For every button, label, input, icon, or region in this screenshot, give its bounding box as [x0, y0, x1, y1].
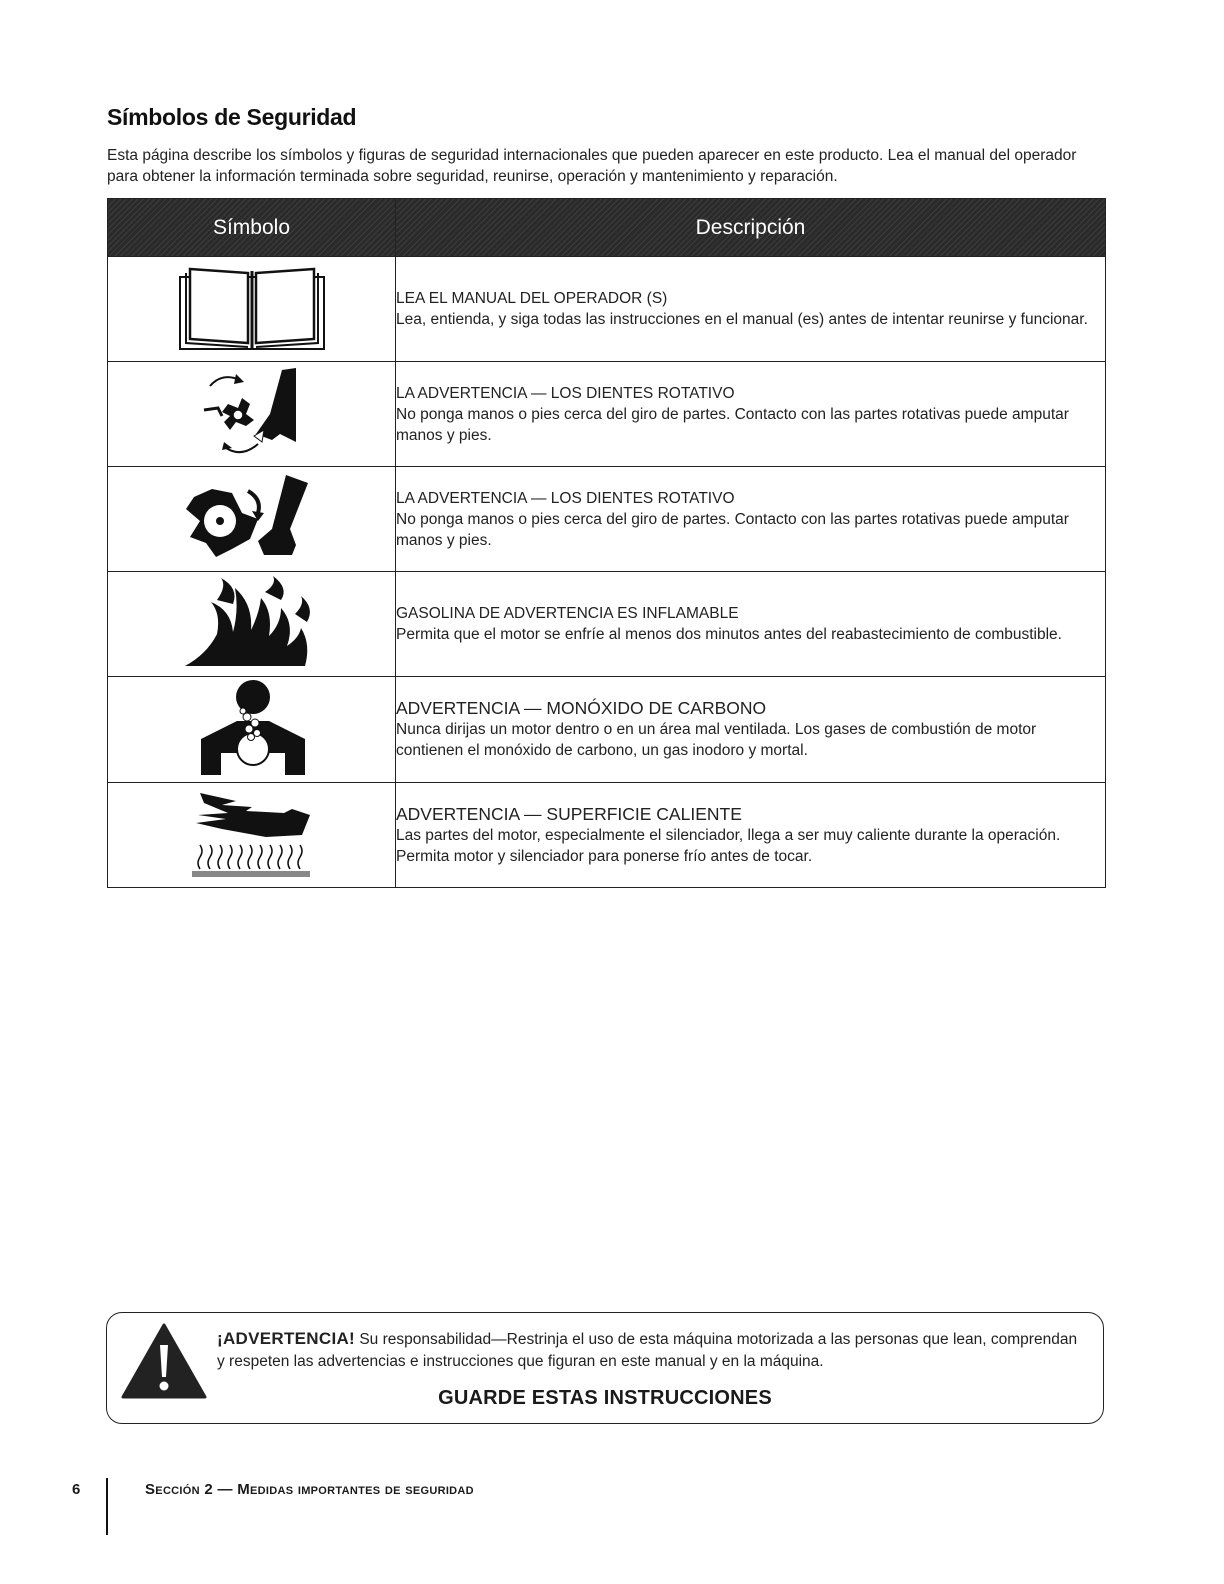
row-body: Lea, entienda, y siga todas las instrucciones en el manual (es) antes de intentar reunirse y funcionar. — [396, 311, 1088, 328]
description-cell — [396, 362, 1106, 467]
symbol-cell — [108, 257, 396, 362]
row-title: ADVERTENCIA — MONÓXIDO DE CARBONO — [396, 698, 767, 718]
row-body: Permita que el motor se enfríe al menos dos minutos antes del reabastecimiento de combustible. — [396, 626, 1062, 643]
row-title: LA ADVERTENCIA — LOS DIENTES ROTATIVO — [396, 489, 735, 507]
table-row — [108, 362, 1106, 467]
row-body: Las partes del motor, especialmente el silenciador, llega a ser muy caliente durante la operación. Permita motor y silenciador para ponerse frío antes de tocar. — [396, 826, 1061, 865]
page-number: 6 — [72, 1481, 81, 1498]
flame-icon — [177, 574, 327, 670]
symbol-cell — [108, 467, 396, 572]
rotating-tines-foot-icon — [192, 364, 312, 460]
safety-symbols-table — [107, 198, 1106, 888]
symbol-cell — [108, 677, 396, 783]
description-column-header: Descripción — [396, 199, 1106, 257]
symbol-cell — [108, 572, 396, 677]
page-title: Símbolos de Seguridad — [107, 104, 357, 130]
table-row — [108, 783, 1106, 888]
row-body: No ponga manos o pies cerca del giro de partes. Contacto con las partes rotativas puede amputar manos y pies. — [396, 405, 1069, 444]
table-row — [108, 572, 1106, 677]
footer-divider — [106, 1478, 108, 1535]
symbol-column-header: Símbolo — [108, 199, 396, 257]
warning-box — [106, 1312, 1104, 1424]
table-row — [108, 677, 1106, 783]
intro-paragraph: Esta página describe los símbolos y figuras de seguridad internacionales que pueden aparecer en este producto. Lea el manual del operador para obtener la información terminada sobre seguridad, reunirse, operación y mantenimiento y reparación. — [107, 147, 1077, 185]
operator-manual-icon — [172, 259, 332, 355]
description-cell — [396, 677, 1106, 783]
carbon-monoxide-icon — [187, 677, 317, 777]
warning-label: ¡ADVERTENCIA! — [217, 1329, 356, 1348]
hot-surface-icon — [182, 785, 322, 881]
row-title: LEA EL MANUAL DEL OPERADOR (S) — [396, 290, 668, 307]
table-row — [108, 257, 1106, 362]
footer-section-title: Sección 2 — Medidas importantes de seguridad — [145, 1481, 474, 1498]
save-instructions-heading: GUARDE ESTAS INSTRUCCIONES — [438, 1387, 772, 1409]
rotating-tines-boot-icon — [172, 469, 332, 565]
description-cell — [396, 783, 1106, 888]
warning-message: Su responsabilidad—Restrinja el uso de esta máquina motorizada a las personas que lean, comprendan y respeten las advertencias e instrucciones que figuran en este manual y en la máquina. — [217, 1331, 1078, 1370]
row-body: Nunca dirijas un motor dentro o en un área mal ventilada. Los gases de combustión de motor contienen el monóxido de carbono, un gas inodoro y mortal. — [396, 721, 1037, 759]
row-title: ADVERTENCIA — SUPERFICIE CALIENTE — [396, 803, 742, 824]
table-row — [108, 467, 1106, 572]
row-body: No ponga manos o pies cerca del giro de partes. Contacto con las partes rotativas puede amputar manos y pies. — [396, 510, 1069, 549]
description-cell — [396, 257, 1106, 362]
row-title: GASOLINA DE ADVERTENCIA ES INFLAMABLE — [396, 605, 739, 622]
row-title: LA ADVERTENCIA — LOS DIENTES ROTATIVO — [396, 384, 735, 402]
description-cell — [396, 572, 1106, 677]
warning-text — [217, 1328, 1087, 1373]
description-cell — [396, 467, 1106, 572]
symbol-cell — [108, 783, 396, 888]
symbol-cell — [108, 362, 396, 467]
